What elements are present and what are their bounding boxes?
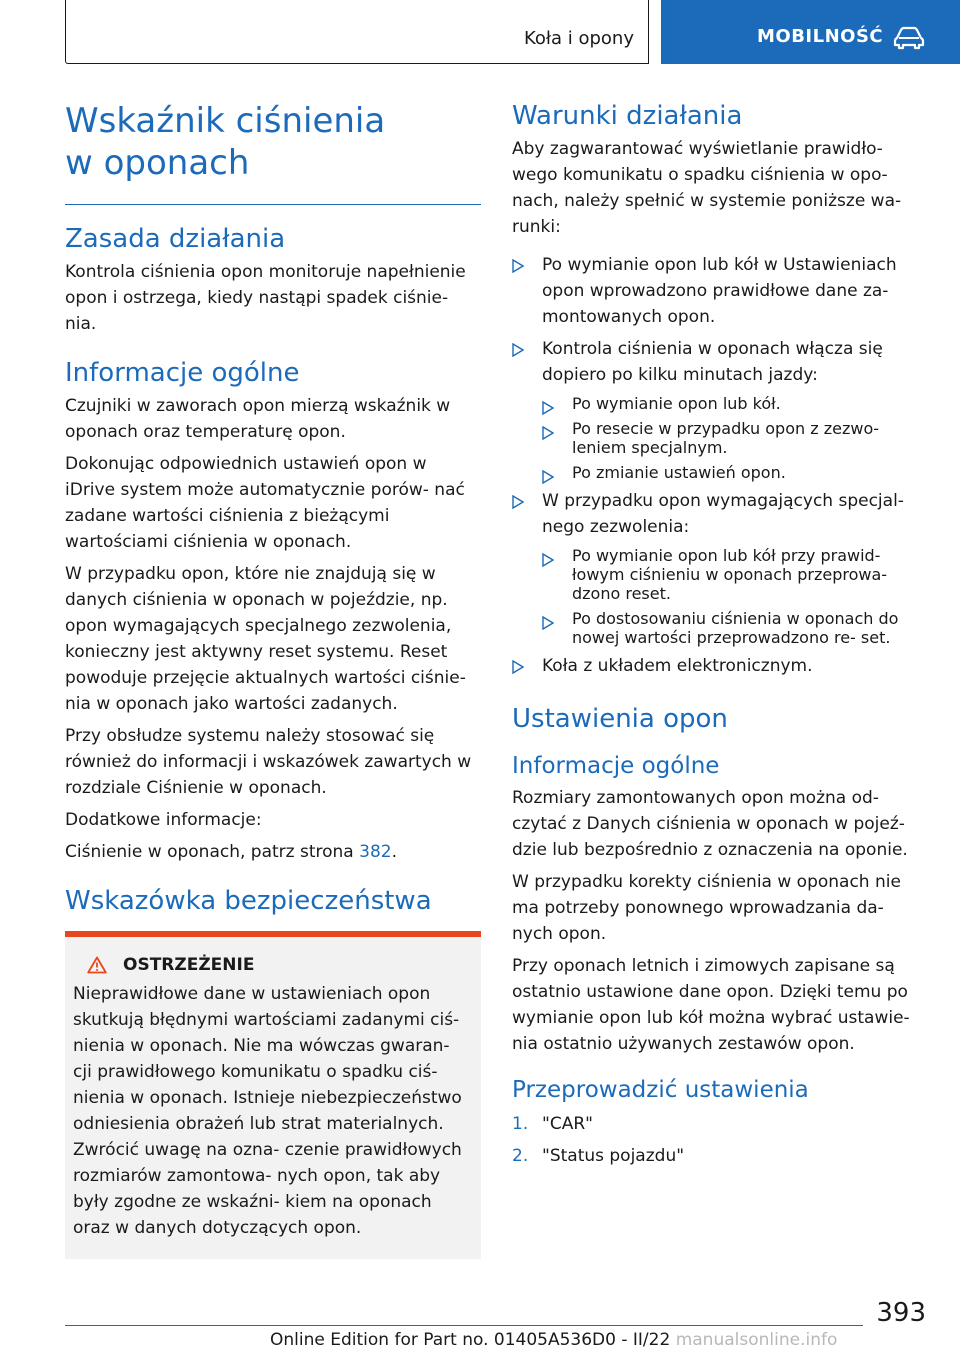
watermark: manualsonline.info xyxy=(675,1330,838,1350)
heading-procedure: Przeprowadzić ustawienia xyxy=(512,1077,809,1103)
edition-text: Online Edition for Part no. 01405A536D0 - II/22 xyxy=(270,1330,671,1350)
text: Ciśnienie w oponach, patrz strona xyxy=(65,842,360,862)
paragraph: Czujniki w zaworach opon mierzą wskaźnik w oponach oraz temperaturę opon. xyxy=(65,396,451,442)
chapter-title: MOBILNOŚĆ xyxy=(757,26,884,47)
list-item-text: Po zmianie ustawień opon. xyxy=(572,463,786,482)
conditions-list xyxy=(512,252,930,679)
car-icon xyxy=(893,26,925,50)
page-title xyxy=(65,96,481,184)
triangle-bullet-icon xyxy=(512,259,524,273)
list-item xyxy=(512,653,930,679)
list-item xyxy=(542,419,930,457)
footer-edition xyxy=(270,1330,837,1350)
triangle-bullet-icon xyxy=(542,426,554,440)
list-item xyxy=(542,463,930,482)
list-item-text: Po resecie w przypadku opon z zezwo‐ leniem specjalnym. xyxy=(572,419,879,457)
step-item xyxy=(512,1111,930,1137)
list-item xyxy=(542,546,930,603)
step-number: 1. xyxy=(512,1114,529,1134)
list-item-text: Po wymianie opon lub kół w Ustawieniach opon wprowadzono prawidłowe dane za‐ montowanych opon. xyxy=(542,255,897,327)
header-section-box xyxy=(65,0,649,64)
triangle-bullet-icon xyxy=(542,401,554,415)
step-number: 2. xyxy=(512,1146,529,1166)
sub-list xyxy=(542,394,930,482)
warning-title xyxy=(73,955,471,975)
footer-divider xyxy=(65,1325,863,1326)
heading-zasada: Zasada działania xyxy=(65,224,286,254)
steps-list xyxy=(512,1111,930,1169)
section-title: Koła i opony xyxy=(523,28,634,49)
triangle-bullet-icon xyxy=(542,553,554,567)
step-text: "CAR" xyxy=(542,1114,593,1134)
page-title-line2: w oponach xyxy=(65,143,250,183)
warning-body: Nieprawidłowe dane w ustawieniach opon skutkują błędnymi wartościami zadanymi ciś‐ nienia w oponach. Nie ma wówczas gwaran‐ cji prawidłowego komunikatu o spadku ciś‐ nienia w oponach. Istnieje niebezpieczeństwo odniesienia obrażeń lub strat materialnych. Zwrócić uwagę na ozna‐ czenie prawidłowych rozmiarów zamontowa‐ nych opon, tak aby były zgodne ze wskaźni‐ kiem na oponach oraz w danych dotyczących opon. xyxy=(73,984,462,1238)
paragraph: Rozmiary zamontowanych opon można od‐ czytać z Danych ciśnienia w oponach w pojeź‐ dzie lub bezpośrednio z oznaczenia na oponie. xyxy=(512,788,908,860)
paragraph: Kontrola ciśnienia opon monitoruje napełnienie opon i ostrzega, kiedy nastąpi spadek ciśnie‐ nia. xyxy=(65,262,466,334)
paragraph: Przy obsłudze systemu należy stosować się również do informacji i wskazówek zawartych w rozdziale Ciśnienie w oponach. xyxy=(65,726,472,798)
list-item xyxy=(542,609,930,647)
warning-title-text: OSTRZEŻENIE xyxy=(123,955,255,975)
paragraph: Dokonując odpowiednich ustawień opon w iDrive system może automatycznie porów‐ nać zadane wartości ciśnienia z bieżącymi wartościami ciśnienia w oponach. xyxy=(65,454,465,552)
triangle-bullet-icon xyxy=(542,470,554,484)
warning-triangle-icon xyxy=(87,956,107,974)
heading-settings-info: Informacje ogólne xyxy=(512,753,720,779)
step-text: "Status pojazdu" xyxy=(542,1146,685,1166)
list-item-text: Po dostosowaniu ciśnienia w oponach do nowej wartości przeprowadzono re‐ set. xyxy=(572,609,899,647)
sub-list xyxy=(542,546,930,647)
list-item-text: Kontrola ciśnienia w oponach włącza się dopiero po kilku minutach jazdy: xyxy=(542,339,883,385)
list-item-text: Koła z układem elektronicznym. xyxy=(542,656,813,676)
warning-box xyxy=(65,931,481,1259)
heading-safety: Wskazówka bezpieczeństwa xyxy=(65,886,432,916)
list-item-text: W przypadku opon wymagających specjal‐ nego zezwolenia: xyxy=(542,491,904,537)
heading-conditions: Warunki działania xyxy=(512,101,743,131)
page-link[interactable]: 382 xyxy=(359,842,392,862)
title-divider xyxy=(65,204,481,205)
list-item xyxy=(512,488,930,647)
paragraph: W przypadku korekty ciśnienia w oponach nie ma potrzeby ponownego wprowadzania da‐ nych opon. xyxy=(512,872,901,944)
paragraph: Dodatkowe informacje: xyxy=(65,810,262,830)
left-column xyxy=(65,96,481,1259)
list-item xyxy=(512,252,930,330)
right-column xyxy=(512,96,930,1175)
triangle-bullet-icon xyxy=(542,616,554,630)
page-title-line1: Wskaźnik ciśnienia xyxy=(65,101,386,141)
step-item xyxy=(512,1143,930,1169)
chapter-tab xyxy=(661,0,960,64)
triangle-bullet-icon xyxy=(512,495,524,509)
heading-info: Informacje ogólne xyxy=(65,358,300,388)
paragraph: Aby zagwarantować wyświetlanie prawidło‐ wego komunikatu o spadku ciśnienia w opo‐ nach, należy spełnić w systemie poniższe wa‐ runki: xyxy=(512,139,902,237)
list-item xyxy=(542,394,930,413)
heading-settings: Ustawienia opon xyxy=(512,704,728,734)
list-item xyxy=(512,336,930,482)
page-number: 393 xyxy=(876,1298,926,1328)
text: . xyxy=(391,842,397,862)
triangle-bullet-icon xyxy=(512,660,524,674)
paragraph: Przy oponach letnich i zimowych zapisane są ostatnio ustawione dane opon. Dzięki temu po wymianie opon lub kół można wybrać ustawie‐ nia ostatnio używanych zestawów opon. xyxy=(512,956,910,1054)
triangle-bullet-icon xyxy=(512,343,524,357)
paragraph: W przypadku opon, które nie znajdują się w danych ciśnienia w oponach w pojeździe, np. opon wymagających specjalnego zezwolenia, konieczny jest aktywny reset systemu. Reset powoduje przejęcie aktualnych wartości ciśnie‐ nia w oponach jako wartości zadanych. xyxy=(65,564,466,714)
list-item-text: Po wymianie opon lub kół. xyxy=(572,394,781,413)
list-item-text: Po wymianie opon lub kół przy prawid‐ łowym ciśnieniu w oponach przeprowa‐ dzono reset. xyxy=(572,546,888,603)
paragraph xyxy=(65,839,481,865)
